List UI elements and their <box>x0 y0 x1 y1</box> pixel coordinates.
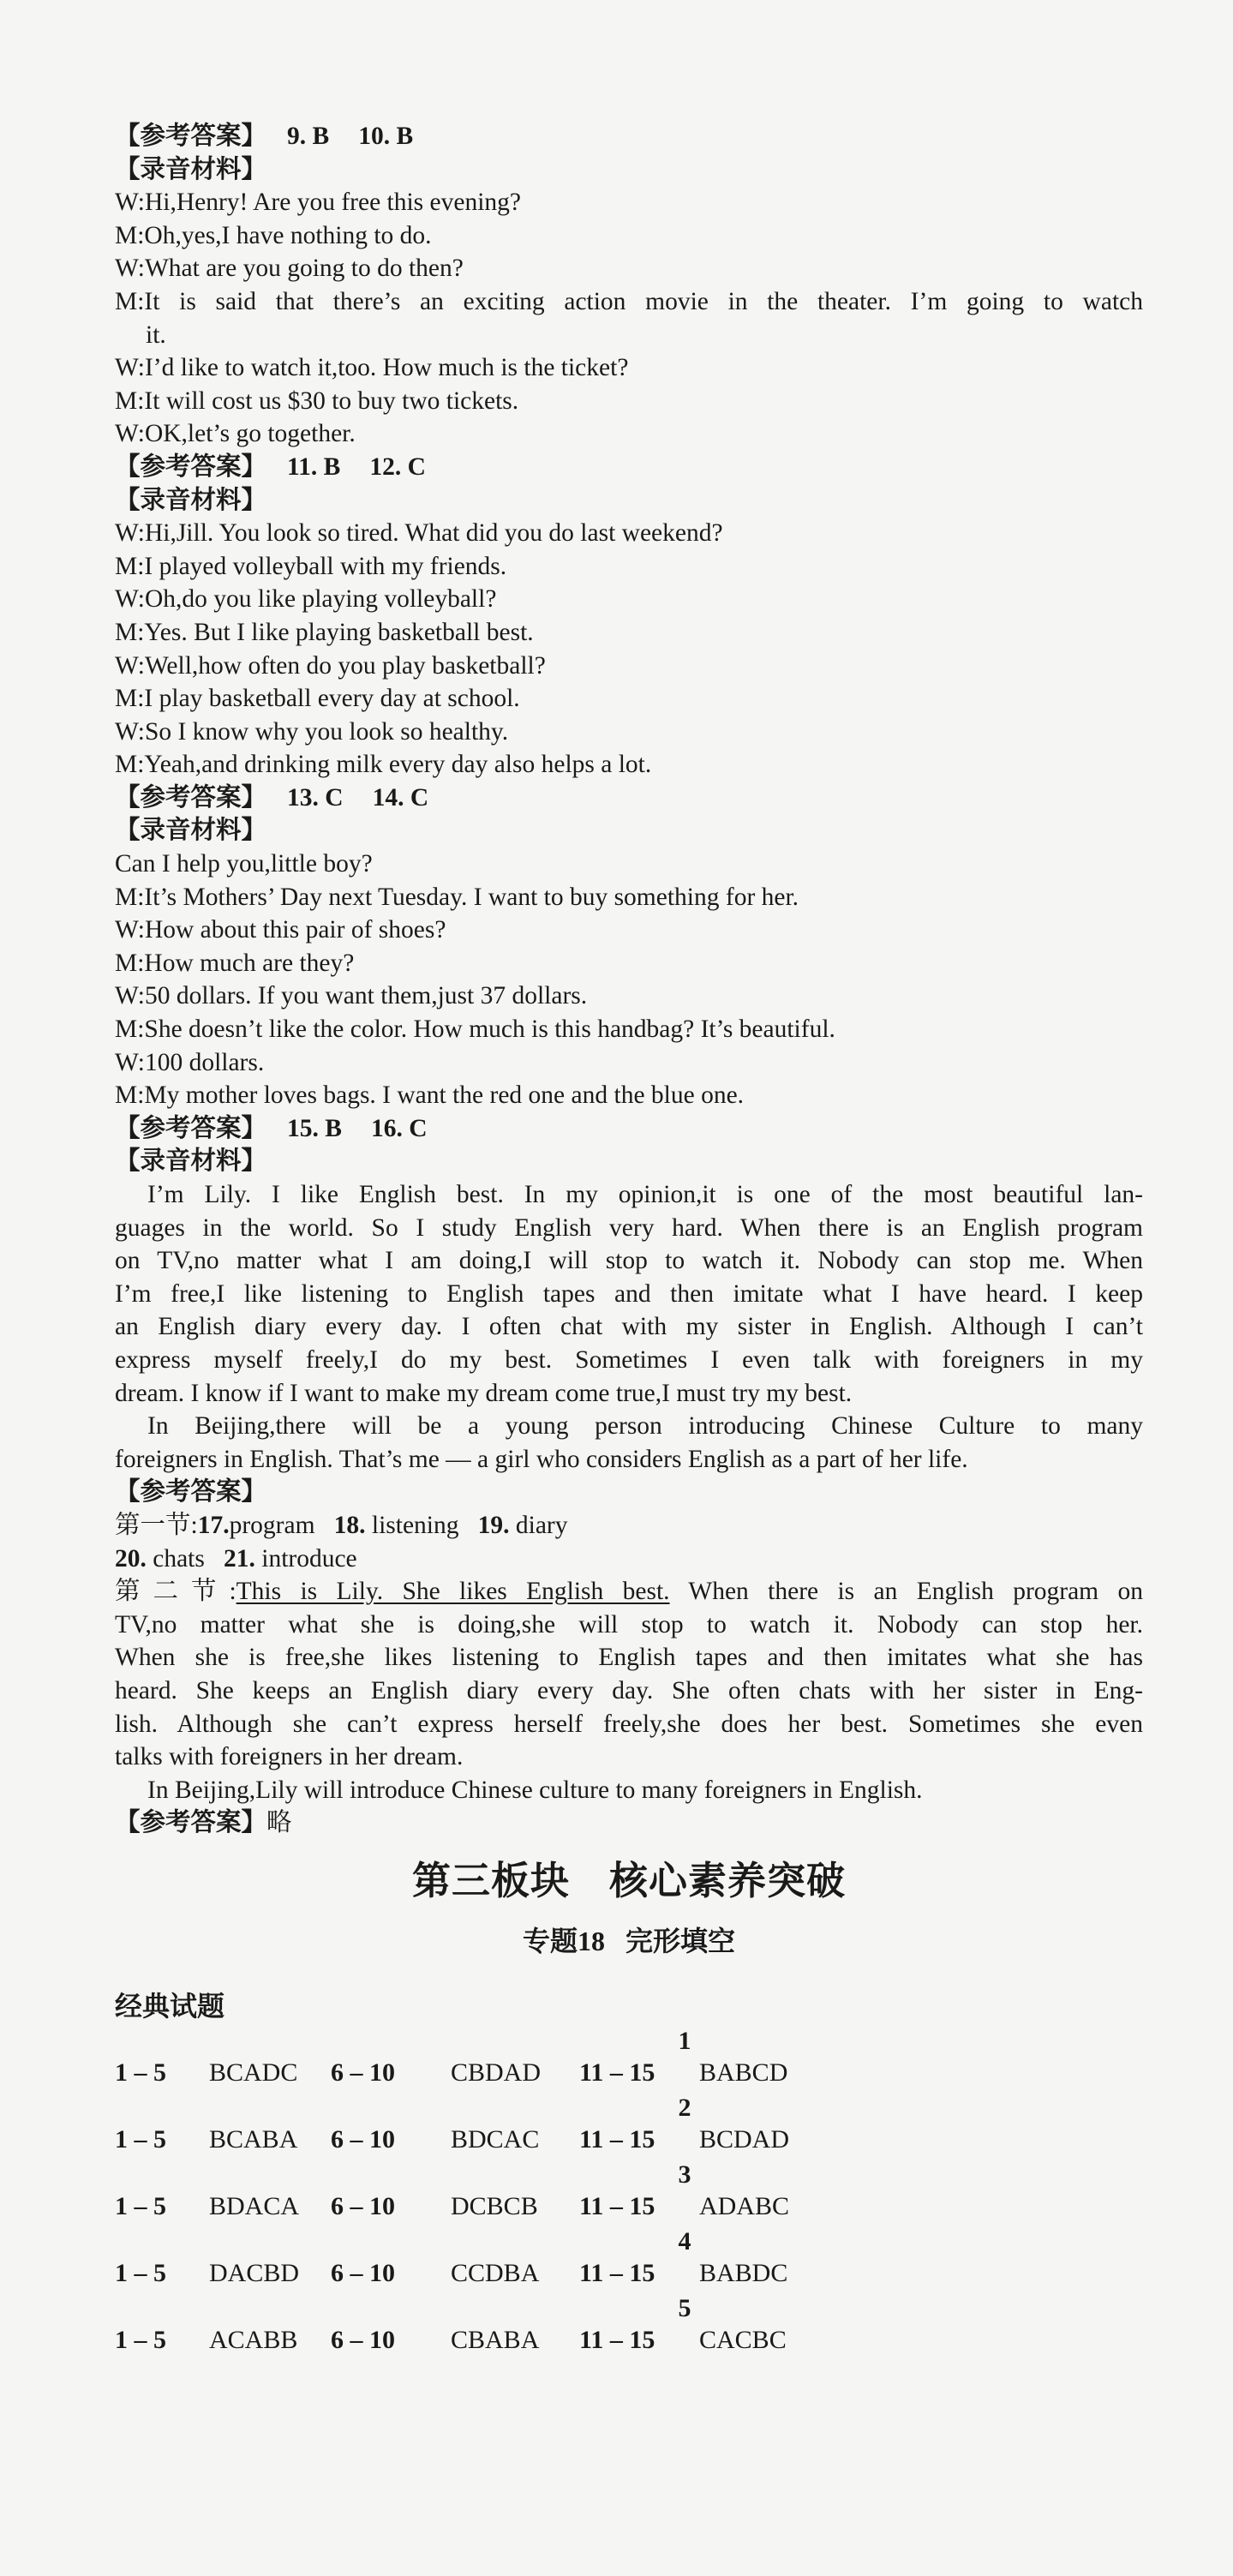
dialog-line: W:I’d like to watch it,too. How much is the ticket? <box>115 354 629 382</box>
answers: DCBCB <box>451 2191 538 2220</box>
range: 1 – 5 <box>115 2124 166 2154</box>
range: 1 – 5 <box>115 2325 166 2354</box>
range: 6 – 10 <box>331 2325 395 2354</box>
answers: ADABC <box>699 2191 790 2220</box>
item-num: 18. <box>333 1511 366 1539</box>
topic-number: 专题18 <box>522 1925 605 1956</box>
answers: BDACA <box>209 2191 300 2220</box>
classic-heading: 经典试题 <box>115 1990 225 2022</box>
range: 1 – 5 <box>115 2058 166 2087</box>
answers: BCABA <box>209 2124 298 2154</box>
dialog-line: W:Well,how often do you play basketball? <box>115 651 546 680</box>
answers: CBABA <box>451 2325 540 2354</box>
dialog-line: it. <box>146 321 166 349</box>
final-answer: 略 <box>266 1809 292 1837</box>
section-title: 第三板块 核心素养突破 <box>411 1859 846 1902</box>
topic-title <box>115 1922 1143 1960</box>
answer-11: 11. B <box>287 452 341 481</box>
dialog-line: M:How much are they? <box>115 949 355 977</box>
passage-line: I’m free,I like listening to English tapes and then imitate what I have heard. I keep <box>115 1279 1143 1308</box>
dialog-line: M:Yes. But I like playing basketball best. <box>115 618 534 646</box>
group-number: 4 <box>678 2226 691 2255</box>
dialog-line: M:It will cost us $30 to buy two tickets. <box>115 386 519 415</box>
answer-line-3 <box>115 782 1143 815</box>
dialog-line: W:What are you going to do then? <box>115 255 464 283</box>
dialog-line: M:My mother loves bags. I want the red one and the blue one. <box>115 1081 745 1110</box>
item-num: 21. <box>224 1544 255 1573</box>
passage-line: on TV,no matter what I am doing,I will stop to watch it. Nobody can stop me. When <box>115 1247 1143 1275</box>
answer-row <box>115 2190 1143 2224</box>
dialog-line: W:100 dollars. <box>115 1048 265 1076</box>
dialog-line: W:How about this pair of shoes? <box>115 916 446 944</box>
recording-label: 【录音材料】 <box>115 155 267 183</box>
answer-14: 14. C <box>372 783 429 812</box>
recording-label: 【录音材料】 <box>115 1147 267 1176</box>
item-num: 19. <box>477 1511 510 1539</box>
answer-groups <box>115 2027 1143 2357</box>
range: 11 – 15 <box>579 2191 655 2220</box>
section2-line: lish. Although she can’t express herself freely,she does her best. Sometimes she even <box>115 1710 1143 1738</box>
answer-label: 【参考答案】 <box>115 452 267 481</box>
dialog-line: M:Oh,yes,I have nothing to do. <box>115 221 432 249</box>
answer-content <box>115 120 1143 2357</box>
section1-line-1 <box>115 1509 1143 1543</box>
answers: DACBD <box>209 2258 300 2287</box>
section1-line-2 <box>115 1543 1143 1576</box>
group-number: 3 <box>678 2160 691 2189</box>
dialog-line: M:Yeah,and drinking milk every day also helps a lot. <box>115 751 652 779</box>
item-word: listening <box>371 1511 459 1539</box>
range: 6 – 10 <box>331 2124 395 2154</box>
group-number: 2 <box>678 2093 691 2122</box>
answer-label: 【参考答案】 <box>115 1114 267 1142</box>
topic-name: 完形填空 <box>625 1925 736 1956</box>
dialog-line: W:Hi,Jill. You look so tired. What did you do last weekend? <box>115 519 723 548</box>
dialog-line: Can I help you,little boy? <box>115 850 373 878</box>
range: 11 – 15 <box>579 2058 655 2087</box>
answers: CBDAD <box>451 2058 542 2087</box>
range: 11 – 15 <box>579 2325 655 2354</box>
answer-label: 【参考答案】 <box>115 123 267 150</box>
section2-line: heard. She keeps an English diary every day. She often chats with her sister in Eng- <box>115 1676 1143 1704</box>
answer-group-5 <box>115 2294 1143 2357</box>
section2-underlined: This is Lily. She likes English best. <box>236 1578 670 1606</box>
passage-line: dream. I know if I want to make my dream come true,I must try my best. <box>115 1379 853 1407</box>
answer-line-2 <box>115 451 1143 484</box>
passage-line: In Beijing,there will be a young person introducing Chinese Culture to many <box>147 1412 1143 1441</box>
item-word: chats <box>153 1544 205 1573</box>
item-word: diary <box>515 1511 568 1539</box>
answers: CACBC <box>699 2325 787 2354</box>
dialog-line: M:It’s Mothers’ Day next Tuesday. I want to buy something for her. <box>115 883 799 911</box>
group-number: 5 <box>678 2293 691 2322</box>
group-number: 1 <box>678 2026 691 2055</box>
range: 1 – 5 <box>115 2191 166 2220</box>
answer-row <box>115 2056 1143 2090</box>
answer-line-4 <box>115 1112 1143 1146</box>
answers: BDCAC <box>451 2124 540 2154</box>
answer-13: 13. C <box>287 783 344 812</box>
dialog-line: W:Oh,do you like playing volleyball? <box>115 585 497 614</box>
passage-line: I’m Lily. I like English best. In my opinion,it is one of the most beautiful lan- <box>147 1181 1143 1208</box>
answer-label: 【参考答案】 <box>115 783 267 812</box>
range: 6 – 10 <box>331 2258 395 2287</box>
dialog-line: W:So I know why you look so healthy. <box>115 717 509 746</box>
answer-group-1 <box>115 2027 1143 2090</box>
answer-label: 【参考答案】 <box>115 1478 267 1507</box>
section2-line: When she is free,she likes listening to English tapes and then imitates what she has <box>115 1644 1143 1672</box>
section2-last-line: In Beijing,Lily will introduce Chinese culture to many foreigners in English. <box>147 1776 923 1804</box>
answer-12: 12. C <box>369 452 426 481</box>
answers: BABDC <box>699 2258 788 2287</box>
answer-line-1 <box>115 120 1143 153</box>
recording-label: 【录音材料】 <box>115 817 267 845</box>
dialog-line: W:OK,let’s go together. <box>115 420 356 448</box>
answers: BABCD <box>699 2058 788 2087</box>
section2-rest: When there is an English program on <box>669 1578 1143 1606</box>
range: 1 – 5 <box>115 2258 166 2287</box>
section2-prefix: 第二节: <box>115 1578 236 1606</box>
answers: CCDBA <box>451 2258 540 2287</box>
dialog-line: M:She doesn’t like the color. How much is this handbag? It’s beautiful. <box>115 1015 835 1044</box>
answer-group-2 <box>115 2094 1143 2157</box>
section2-line: talks with foreigners in her dream. <box>115 1743 464 1771</box>
answer-9: 9. B <box>287 123 330 150</box>
passage-line: express myself freely,I do my best. Sometimes I even talk with foreigners in my <box>115 1345 1143 1374</box>
answer-10: 10. B <box>358 123 414 150</box>
answer-label: 【参考答案】 <box>115 1809 267 1837</box>
answer-group-4 <box>115 2227 1143 2291</box>
passage-line: guages in the world. So I study English very hard. When there is an English program <box>115 1213 1143 1242</box>
answers: BCADC <box>209 2058 298 2087</box>
answer-row <box>115 2123 1143 2157</box>
item-word: program <box>229 1511 315 1539</box>
section2-line: TV,no matter what she is doing,she will stop to watch it. Nobody can stop her. <box>115 1610 1143 1638</box>
recording-label: 【录音材料】 <box>115 486 267 514</box>
passage-line: an English diary every day. I often chat with my sister in English. Although I can’t <box>115 1313 1143 1341</box>
range: 6 – 10 <box>331 2191 395 2220</box>
dialog-line: M:I play basketball every day at school. <box>115 685 520 713</box>
dialog-line: W:Hi,Henry! Are you free this evening? <box>115 189 522 217</box>
range: 11 – 15 <box>579 2258 655 2287</box>
dialog-line: M:It is said that there’s an exciting action movie in the theater. I’m going to watch <box>115 287 1143 315</box>
range: 6 – 10 <box>331 2058 395 2087</box>
answer-row <box>115 2323 1143 2357</box>
answers: ACABB <box>209 2325 298 2354</box>
answer-row <box>115 2256 1143 2291</box>
answer-group-3 <box>115 2160 1143 2224</box>
passage-line: foreigners in English. That’s me — a girl who considers English as a part of her life. <box>115 1445 968 1473</box>
item-num: 20. <box>115 1544 147 1573</box>
section1-prefix: 第一节: <box>115 1511 198 1539</box>
answer-16: 16. C <box>370 1114 428 1142</box>
item-word: introduce <box>261 1544 357 1573</box>
answers: BCDAD <box>699 2124 790 2154</box>
answer-15: 15. B <box>287 1114 342 1142</box>
range: 11 – 15 <box>579 2124 655 2154</box>
item-num: 17. <box>197 1511 230 1539</box>
section2-first-line <box>115 1575 1143 1609</box>
final-answer-line <box>115 1806 1143 1840</box>
dialog-line: M:I played volleyball with my friends. <box>115 552 507 580</box>
dialog-line: W:50 dollars. If you want them,just 37 dollars. <box>115 982 588 1010</box>
